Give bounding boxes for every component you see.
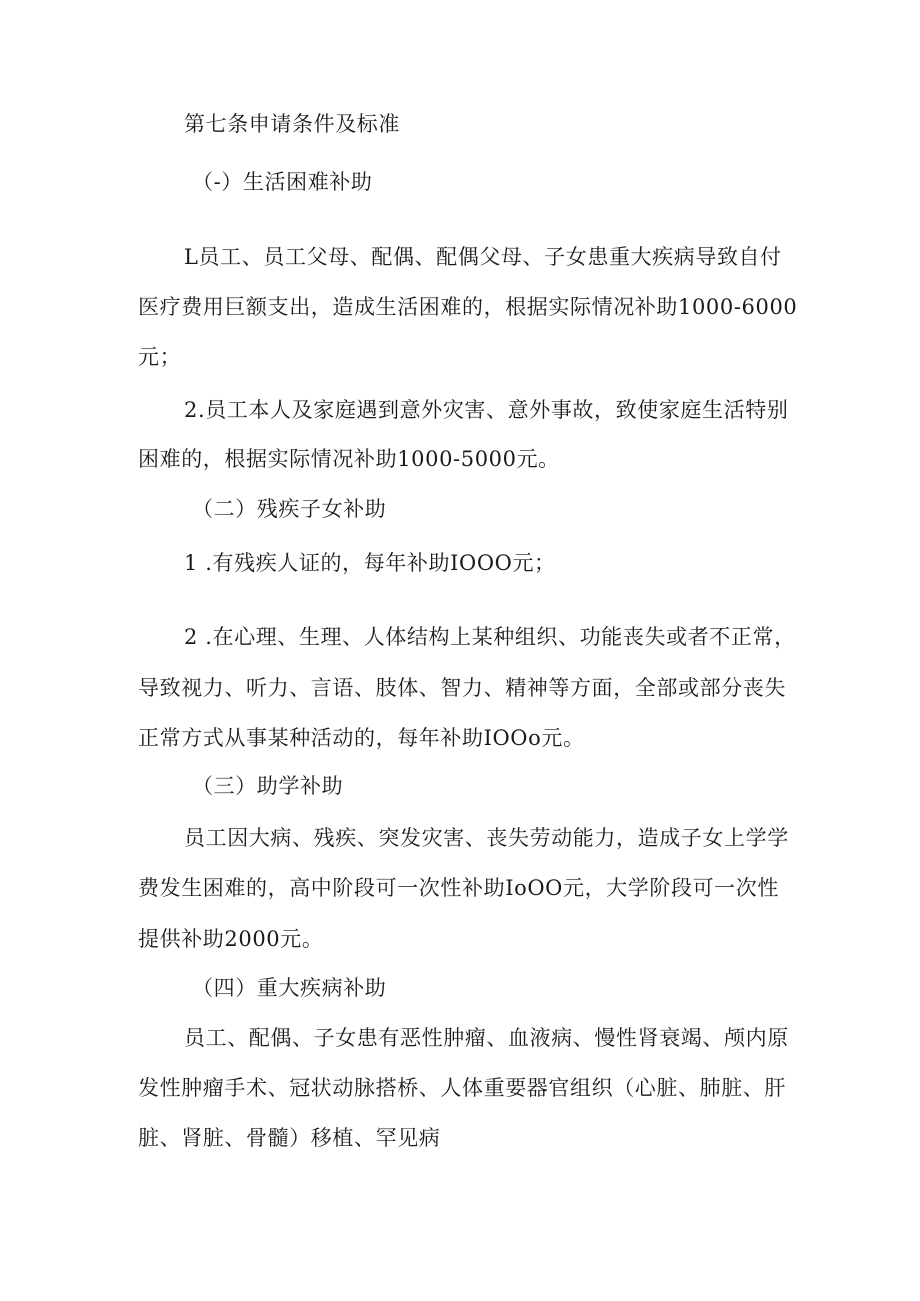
paragraph-line: 提供补助2000元。 bbox=[138, 927, 324, 951]
section-heading-4: （四）重大疾病补助 bbox=[192, 976, 387, 1000]
paragraph-line: 脏、肾脏、骨髓）移植、罕见病 bbox=[138, 1126, 441, 1150]
paragraph-line: 员工、配偶、子女患有恶性肿瘤、血液病、慢性肾衰竭、颅内原 bbox=[184, 1026, 789, 1050]
paragraph-line: 2 .在心理、生理、人体结构上某种组织、功能丧失或者不正常， bbox=[184, 625, 796, 649]
paragraph-line: 1 .有残疾人证的，每年补助IOOO元； bbox=[184, 551, 556, 575]
paragraph-line: 员工因大病、残疾、突发灾害、丧失劳动能力，造成子女上学学 bbox=[184, 826, 789, 850]
paragraph-line: L员工、员工父母、配偶、配偶父母、子女患重大疾病导致自付 bbox=[184, 245, 782, 269]
paragraph-line: 费发生困难的，高中阶段可一次性补助IoOO元，大学阶段可一次性 bbox=[138, 876, 779, 900]
paragraph-line: 2.员工本人及家庭遇到意外灾害、意外事故，致使家庭生活特别 bbox=[184, 398, 789, 422]
paragraph-line: 导致视力、听力、言语、肢体、智力、精神等方面，全部或部分丧失 bbox=[138, 676, 786, 700]
paragraph-line: 医疗费用巨额支出，造成生活困难的，根据实际情况补助1000-6000 bbox=[138, 295, 798, 319]
paragraph-line: 发性肿瘤手术、冠状动脉搭桥、人体重要器官组织（心脏、肺脏、肝 bbox=[138, 1076, 786, 1100]
paragraph-line: 元； bbox=[138, 345, 182, 369]
section-heading-1: （-）生活困难补助 bbox=[192, 170, 373, 194]
article-heading: 第七条申请条件及标准 bbox=[184, 112, 400, 136]
section-heading-3: （三）助学补助 bbox=[192, 774, 344, 798]
section-heading-2: （二）残疾子女补助 bbox=[192, 497, 387, 521]
paragraph-line: 正常方式从事某种活动的，每年补助IOOo元。 bbox=[138, 726, 585, 750]
paragraph-line: 困难的，根据实际情况补助1000-5000元。 bbox=[138, 447, 560, 471]
